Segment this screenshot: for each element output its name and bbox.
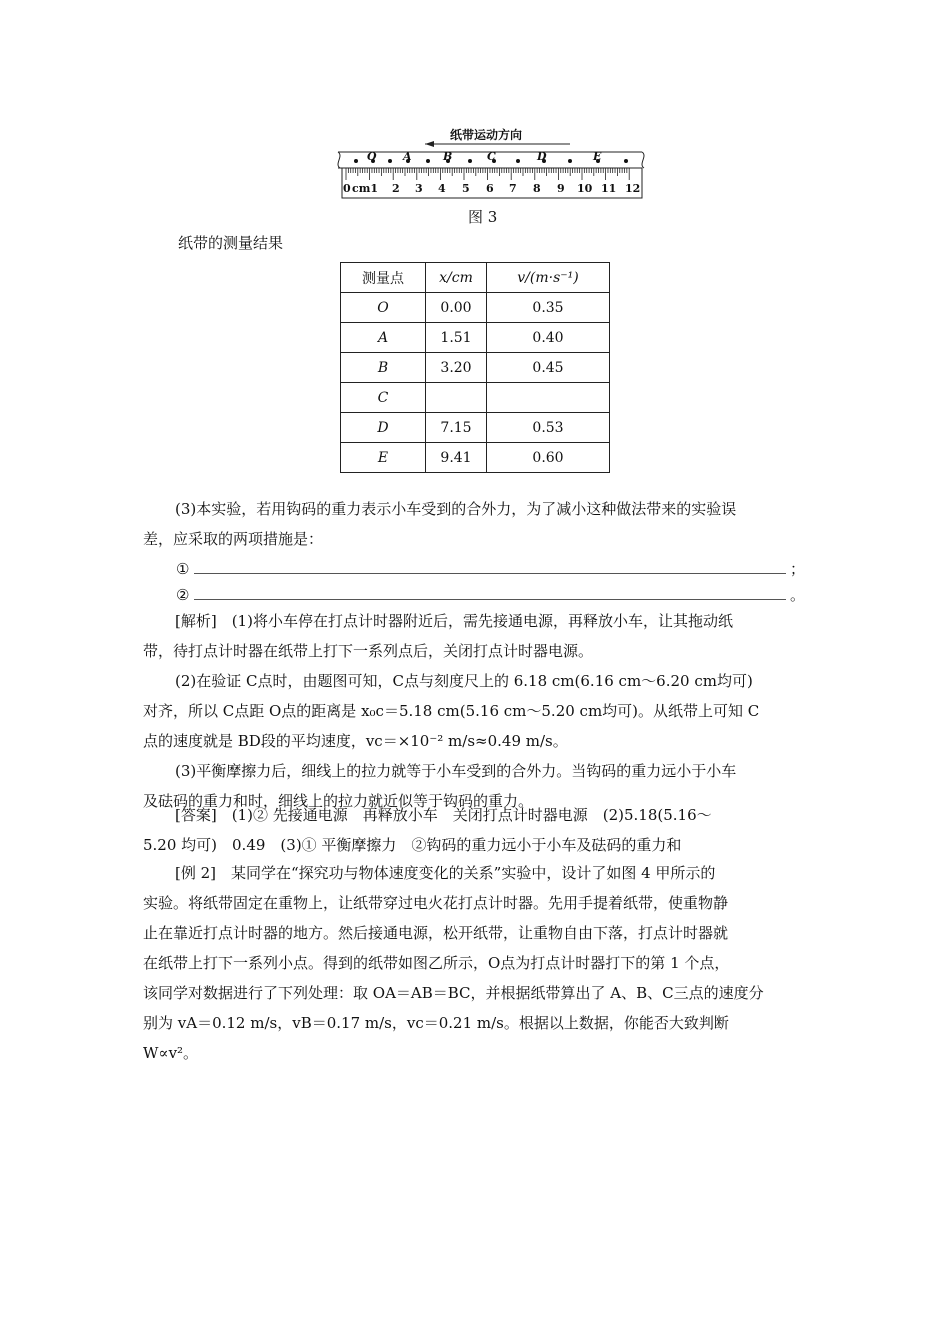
analysis-p1-l2: 带，待打点计时器在纸带上打下一系列点后，关闭打点计时器电源。 [143,642,594,660]
table-header-row [341,263,610,293]
tape-dot [354,159,358,163]
ruler-num: 10 [577,182,593,195]
header-cell: 测量点 [341,263,426,293]
analysis-p3-l2: 及砝码的重力和时，细线上的拉力就近似等于钩码的重力。 [143,792,534,810]
point-label-o: O [367,150,377,163]
header-cell: x/cm [426,263,487,293]
q3-blank1-end: ； [790,560,806,578]
q3-blank2-end: 。 [790,586,806,604]
ruler-num: cm1 [352,182,378,195]
ruler-num: 11 [601,182,617,195]
ruler-num: 6 [486,182,494,195]
table-row [341,293,610,323]
table-cell: 3.20 [426,353,487,383]
tape-ruler-figure [330,120,650,204]
answer-blank-1[interactable] [194,573,786,574]
ruler-num: 9 [557,182,565,195]
answer-blank-2[interactable] [194,599,786,600]
tape-dot [568,159,572,163]
tape-dot [516,159,520,163]
header-cell: v/(m·s⁻¹) [487,263,610,293]
point-label-e: E [593,150,602,163]
table-cell: 0.35 [487,293,610,323]
table-cell: O [341,293,426,323]
example2-l2: 实验。将纸带固定在重物上，让纸带穿过电火花打点计时器。先用手提着纸带，使重物静 [143,894,729,912]
point-label-d: D [537,150,547,163]
example-2 [143,858,808,1068]
q3-blank1-label: ① [176,560,190,578]
table-cell: 1.51 [426,323,487,353]
table-row [341,443,610,473]
analysis-p2-l1: (2)在验证 C点时，由题图可知，C点与刻度尺上的 6.18 cm(6.16 cm～6.20 cm均可) [175,672,753,690]
analysis-p2-l2: 对齐，所以 C点距 O点的距离是 x₀c＝5.18 cm(5.16 cm～5.20 cm均可)。从纸带上可知 C [143,702,760,720]
table-cell: 0.00 [426,293,487,323]
point-label-b: B [443,150,453,163]
table-cell: 0.53 [487,413,610,443]
direction-label: 纸带运动方向 [450,128,523,142]
table-cell: C [341,383,426,413]
q3-line2: 差，应采取的两项措施是： [143,530,324,548]
example2-l1: [例 2] 某同学在“探究功与物体速度变化的关系”实验中，设计了如图 4 甲所示的 [175,864,716,882]
tape-dot [388,159,392,163]
q3-blank2-label: ② [176,586,190,604]
ruler-num: 3 [415,182,423,195]
point-label-c: C [487,150,496,163]
table-cell: 0.45 [487,353,610,383]
q3-line1: (3)本实验，若用钩码的重力表示小车受到的合外力，为了减小这种做法带来的实验误 [175,500,737,518]
example2-l4: 在纸带上打下一系列小点。得到的纸带如图乙所示，O点为打点计时器打下的第 1 个点， [143,954,730,972]
ruler-numbers [330,182,650,198]
table-title: 纸带的测量结果 [178,234,284,252]
arrow-head-icon [425,141,434,147]
tape-dot [426,159,430,163]
tape-dot [624,159,628,163]
point-label-a: A [403,150,412,163]
answer-l2: 5.20 均可) 0.49 (3)① 平衡摩擦力 ②钩码的重力远小于小车及砝码的重力和 [143,836,682,854]
table-row [341,353,610,383]
analysis-p2-l3: 点的速度就是 BD段的平均速度，vc＝×10⁻² m/s≈0.49 m/s。 [143,732,568,750]
table-cell [487,383,610,413]
example2-l7: W∝v²。 [143,1044,199,1062]
table-cell: B [341,353,426,383]
analysis-section [143,606,808,816]
ruler-num: 2 [392,182,400,195]
question-3 [143,494,808,554]
table-row [341,323,610,353]
table-row [341,383,610,413]
answer-l1: [答案] (1)② 先接通电源 再释放小车 关闭打点计时器电源 (2)5.18(5.16～ [175,806,712,824]
ruler-num: 12 [625,182,641,195]
ruler-num: 0 [343,182,351,195]
tape-dot [468,159,472,163]
ruler-num: 8 [533,182,541,195]
ruler-num: 4 [438,182,446,195]
analysis-p1-l1: [解析] (1)将小车停在打点计时器附近后，需先接通电源，再释放小车，让其拖动纸 [175,612,733,630]
table-cell [426,383,487,413]
example2-l5: 该同学对数据进行了下列处理：取 OA＝AB＝BC，并根据纸带算出了 A、B、C三点的速度分 [143,984,764,1002]
table-cell: A [341,323,426,353]
answer-section [143,800,808,860]
table-cell: 7.15 [426,413,487,443]
analysis-p3-l1: (3)平衡摩擦力后，细线上的拉力就等于小车受到的合外力。当钩码的重力远小于小车 [175,762,737,780]
table-cell: D [341,413,426,443]
table-cell: 0.60 [487,443,610,473]
ruler-num: 5 [462,182,470,195]
table-row [341,413,610,443]
example2-l3: 止在靠近打点计时器的地方。然后接通电源，松开纸带，让重物自由下落，打点计时器就 [143,924,729,942]
figure-caption: 图 3 [468,208,498,226]
measurement-table [340,262,610,473]
table-cell: 0.40 [487,323,610,353]
table-cell: 9.41 [426,443,487,473]
example2-l6: 别为 vA＝0.12 m/s，vB＝0.17 m/s，vc＝0.21 m/s。根据以上数据，你能否大致判断 [143,1014,729,1032]
table-cell: E [341,443,426,473]
ruler-num: 7 [509,182,517,195]
ruler-ticks [346,168,629,180]
